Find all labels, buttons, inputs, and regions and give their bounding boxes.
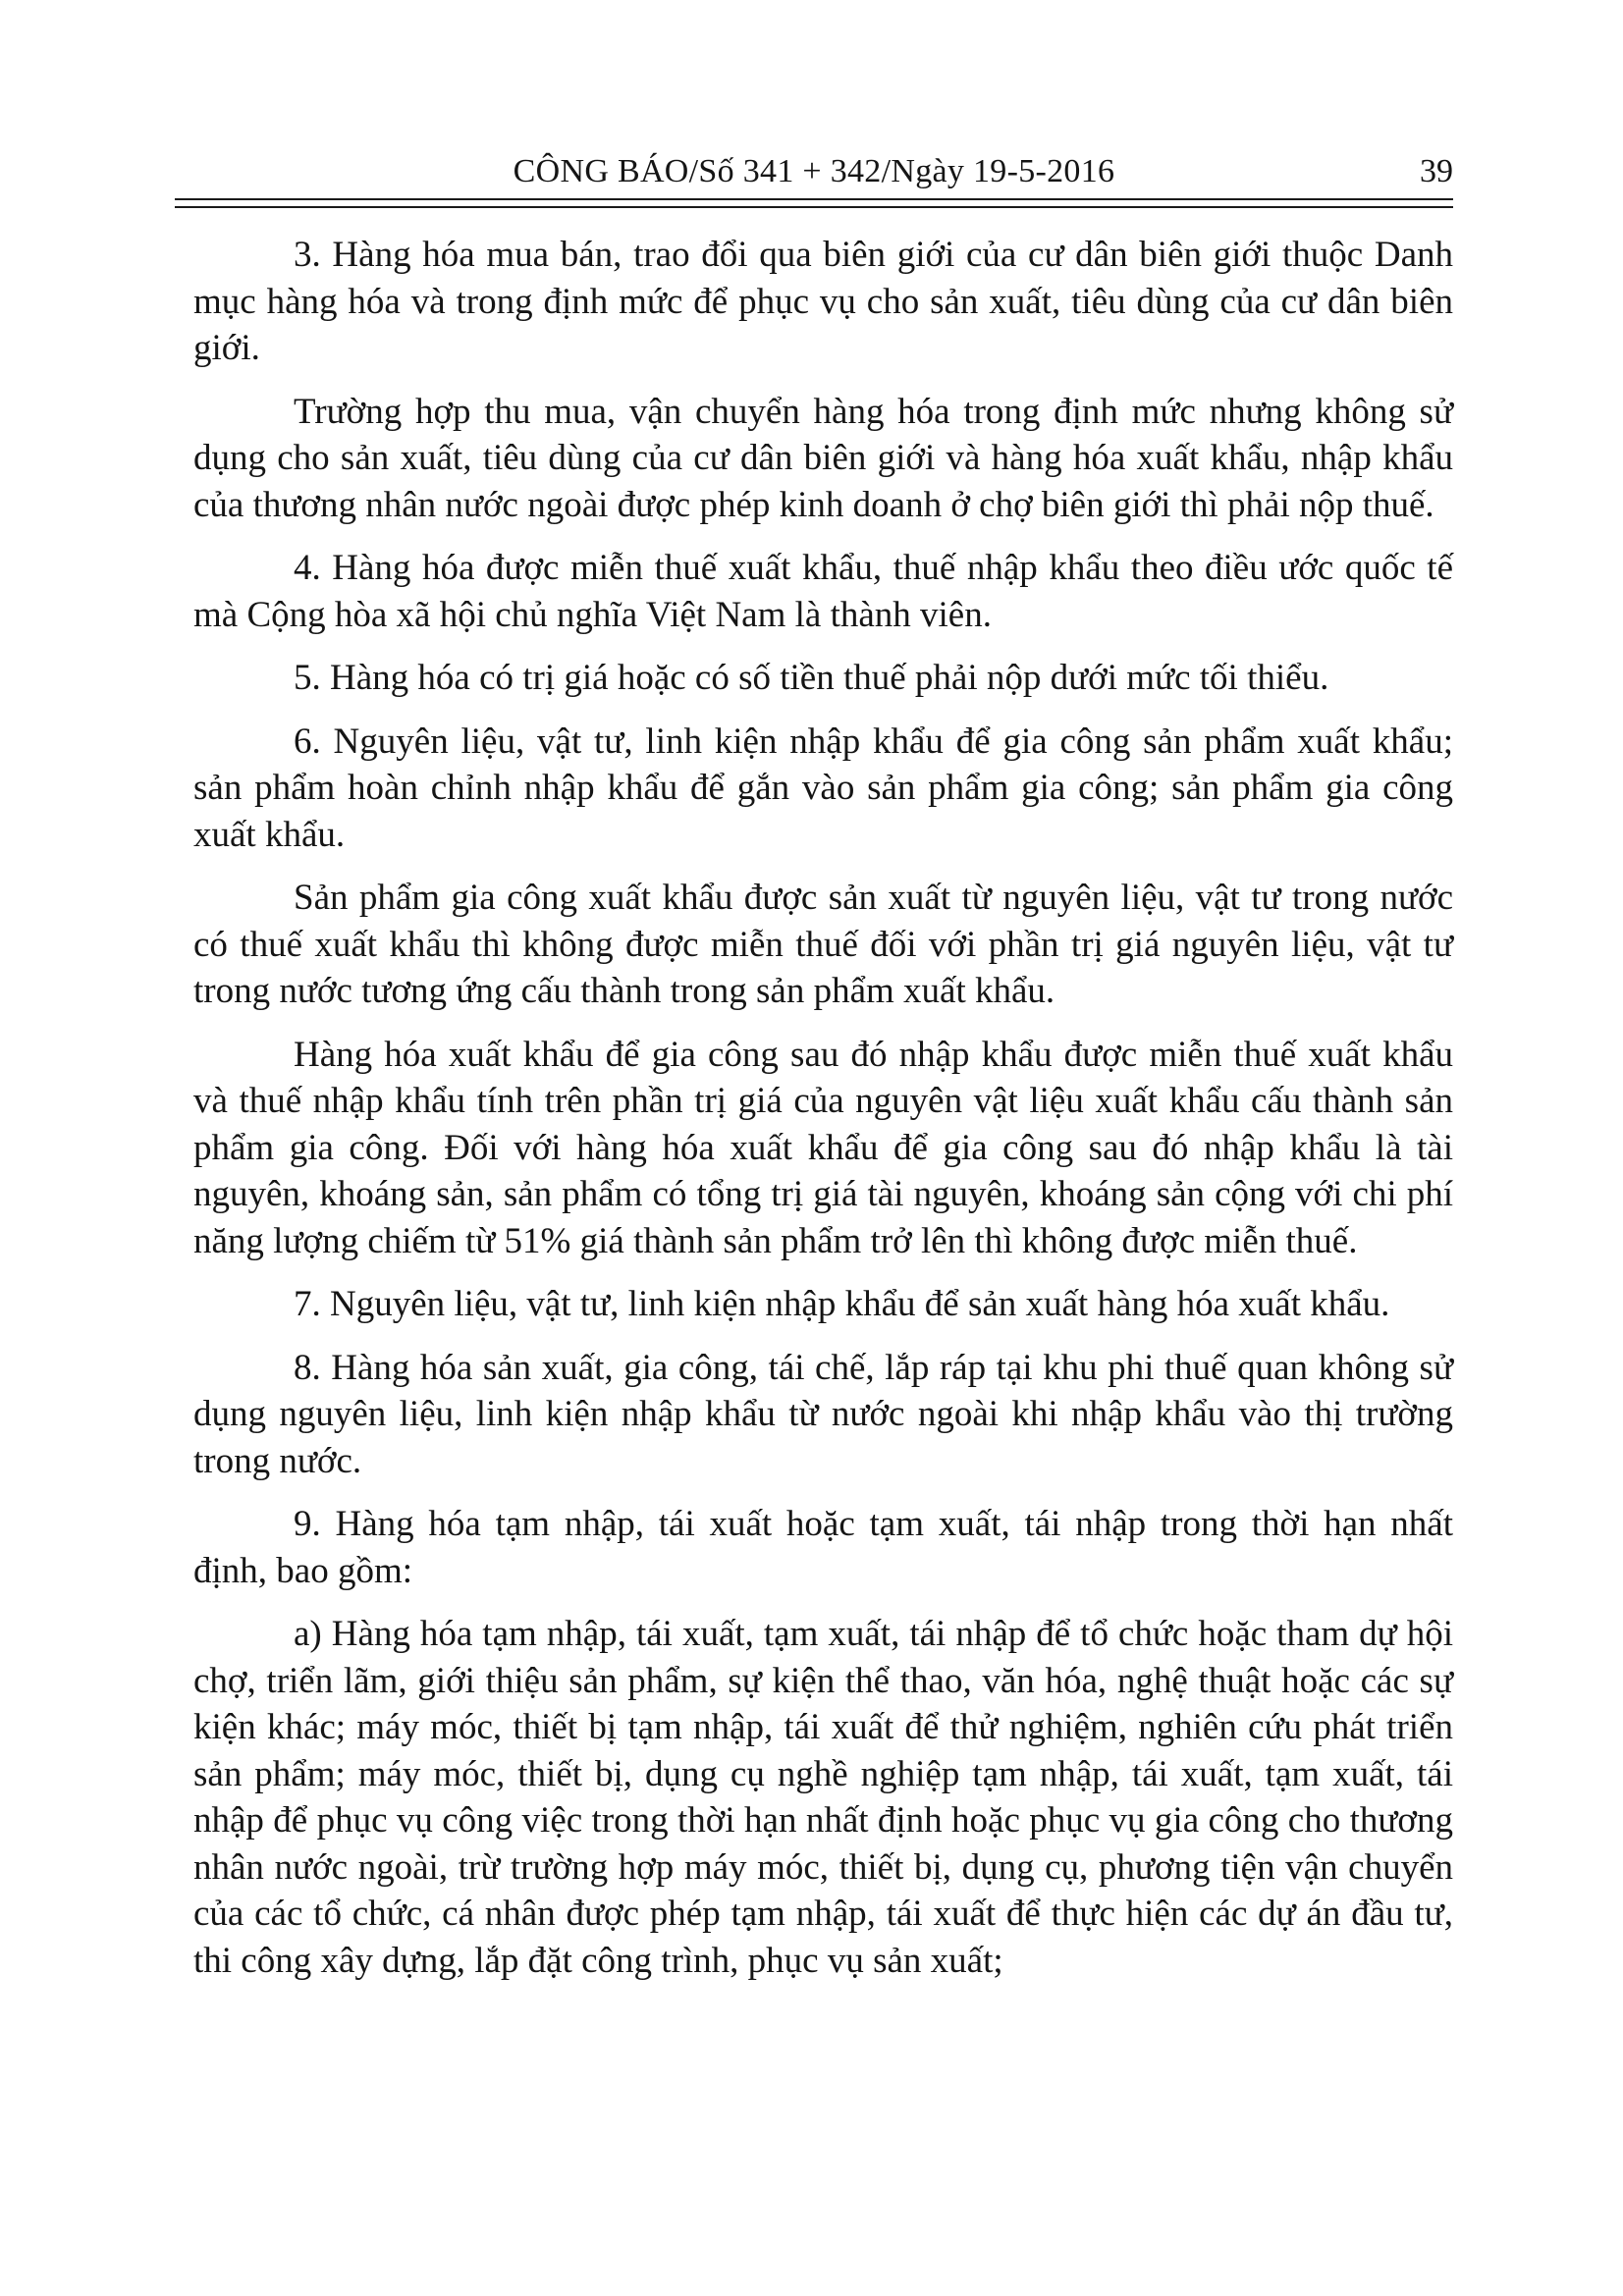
paragraph-item-3: 3. Hàng hóa mua bán, trao đổi qua biên giới của cư dân biên giới thuộc Danh mục hàng hóa và trong định mức để phục vụ cho sản xuất, tiêu dùng của cư dân biên giới. (193, 235, 1453, 368)
page-number: 39 (1420, 153, 1453, 189)
paragraph-item-6: 6. Nguyên liệu, vật tư, linh kiện nhập khẩu để gia công sản phẩm xuất khẩu; sản phẩm hoàn chỉnh nhập khẩu để gắn vào sản phẩm gia công; sản phẩm gia công xuất khẩu. (193, 721, 1453, 855)
paragraph-item-5: 5. Hàng hóa có trị giá hoặc có số tiền thuế phải nộp dưới mức tối thiểu. (294, 658, 1329, 698)
header-rule-top (175, 198, 1453, 200)
paragraph-item-9a: a) Hàng hóa tạm nhập, tái xuất, tạm xuất, tái nhập để tổ chức hoặc tham dự hội chợ, triển lãm, giới thiệu sản phẩm, sự kiện thể thao, văn hóa, nghệ thuật hoặc các sự kiện khác; máy móc, thiết bị tạm nhập, tái xuất để thử nghiệm, nghiên cứu phát triển sản phẩm; máy móc, thiết bị, dụng cụ nghề nghiệp tạm nhập, tái xuất, tạm xuất, tái nhập để phục vụ công việc trong thời hạn nhất định hoặc phục vụ gia công cho thương nhân nước ngoài, trừ trường hợp máy móc, thiết bị, dụng cụ, phương tiện vận chuyển của các tổ chức, cá nhân được phép tạm nhập, tái xuất để thực hiện các dự án đầu tư, thi công xây dựng, lắp đặt công trình, phục vụ sản xuất; (193, 1614, 1453, 1981)
paragraph-item-8: 8. Hàng hóa sản xuất, gia công, tái chế, lắp ráp tại khu phi thuế quan không sử dụng nguyên liệu, linh kiện nhập khẩu từ nước ngoài khi nhập khẩu vào thị trường trong nước. (193, 1347, 1453, 1481)
paragraph-processing-domestic-materials: Sản phẩm gia công xuất khẩu được sản xuất từ nguyên liệu, vật tư trong nước có thuế xuất khẩu thì không được miễn thuế đối với phần trị giá nguyên liệu, vật tư trong nước tương ứng cấu thành trong sản phẩm xuất khẩu. (193, 878, 1453, 1011)
paragraph-item-4: 4. Hàng hóa được miễn thuế xuất khẩu, thuế nhập khẩu theo điều ước quốc tế mà Cộng hòa xã hội chủ nghĩa Việt Nam là thành viên. (193, 548, 1453, 635)
header-title: CÔNG BÁO/Số 341 + 342/Ngày 19-5-2016 (513, 153, 1115, 189)
page-header (175, 149, 1453, 194)
paragraph-item-9: 9. Hàng hóa tạm nhập, tái xuất hoặc tạm xuất, tái nhập trong thời hạn nhất định, bao gồm: (193, 1504, 1453, 1591)
document-body (193, 232, 1453, 2001)
paragraph-export-for-processing: Hàng hóa xuất khẩu để gia công sau đó nhập khẩu được miễn thuế xuất khẩu và thuế nhập khẩu tính trên phần trị giá của nguyên vật liệu xuất khẩu cấu thành sản phẩm gia công. Đối với hàng hóa xuất khẩu để gia công sau đó nhập khẩu là tài nguyên, khoáng sản, sản phẩm có tổng trị giá tài nguyên, khoáng sản cộng với chi phí năng lượng chiếm từ 51% giá thành sản phẩm trở lên thì không được miễn thuế. (193, 1034, 1453, 1261)
header-rule-bottom (175, 206, 1453, 208)
paragraph-border-purchase-tax: Trường hợp thu mua, vận chuyển hàng hóa trong định mức nhưng không sử dụng cho sản xuất, tiêu dùng của cư dân biên giới và hàng hóa xuất khẩu, nhập khẩu của thương nhân nước ngoài được phép kinh doanh ở chợ biên giới thì phải nộp thuế. (193, 391, 1453, 525)
paragraph-item-7: 7. Nguyên liệu, vật tư, linh kiện nhập khẩu để sản xuất hàng hóa xuất khẩu. (294, 1284, 1390, 1324)
